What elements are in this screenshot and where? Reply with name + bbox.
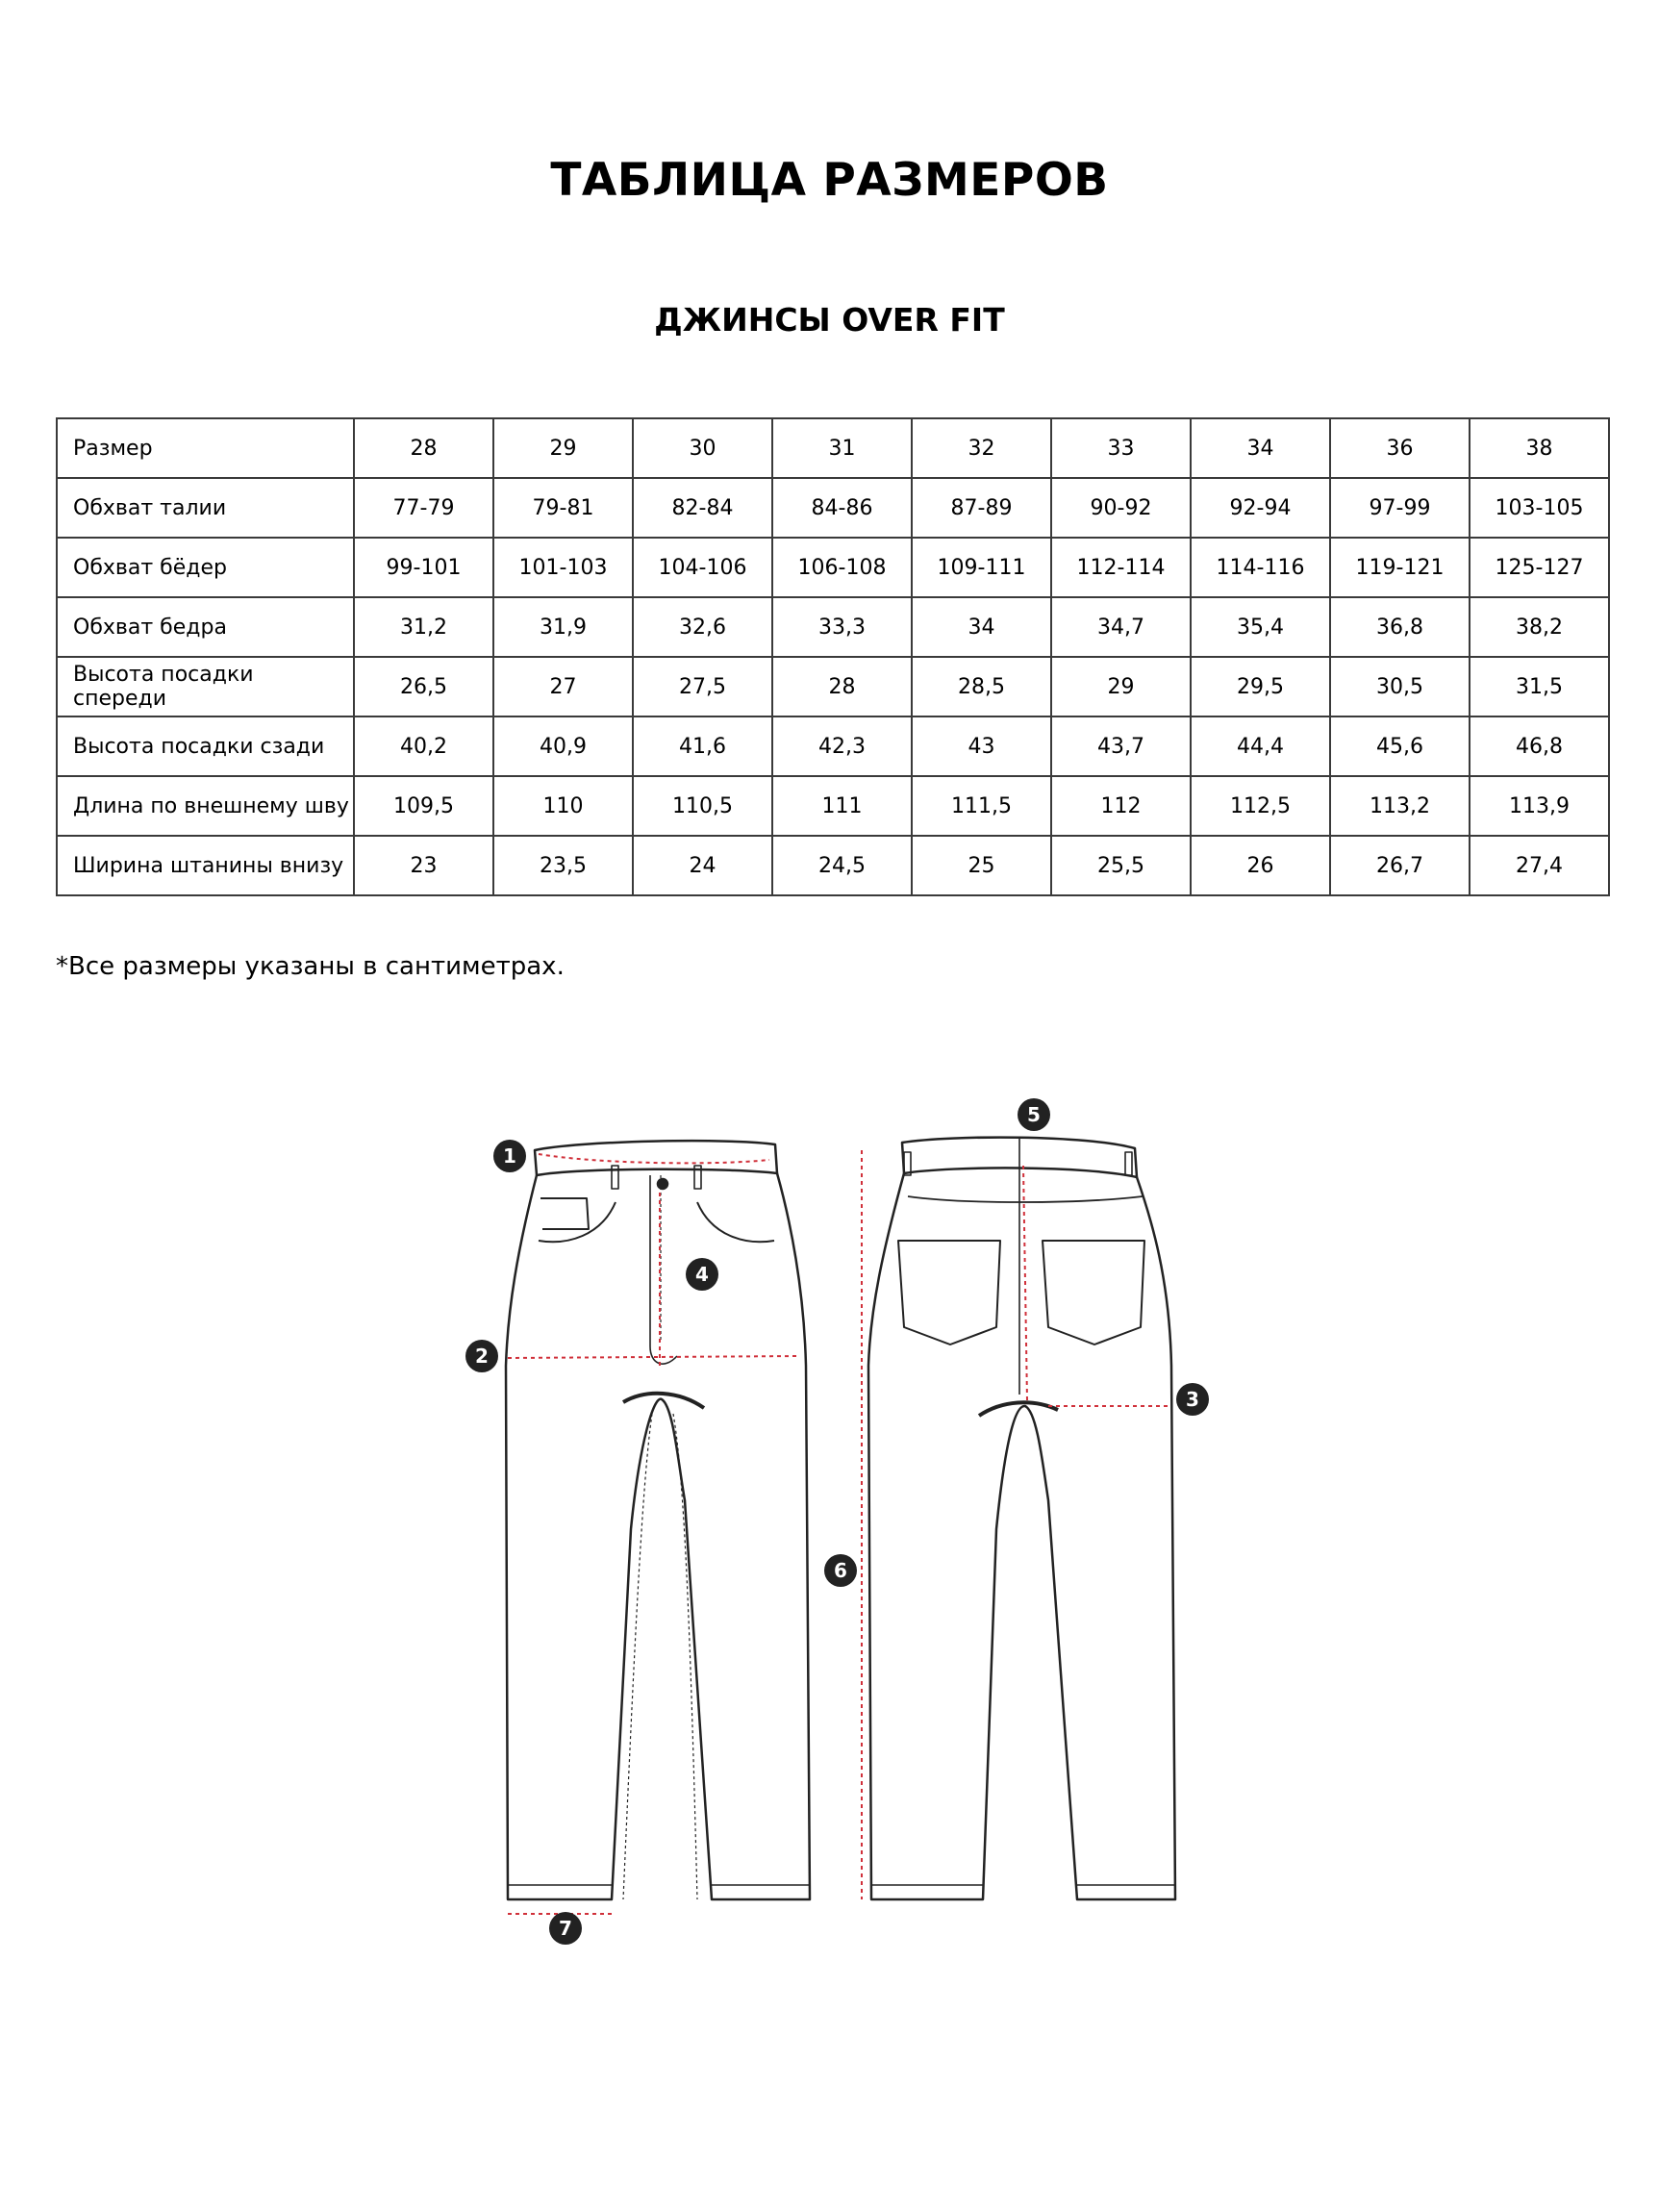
table-cell: 38,2 xyxy=(1470,597,1609,657)
table-cell: 31 xyxy=(772,418,912,478)
row-label: Высота посадки спереди xyxy=(57,657,354,716)
table-cell: 42,3 xyxy=(772,716,912,776)
table-cell: 33,3 xyxy=(772,597,912,657)
table-cell: 112 xyxy=(1051,776,1191,836)
marker-7: 7 xyxy=(549,1912,582,1945)
table-row xyxy=(57,836,1609,895)
row-label: Обхват бедра xyxy=(57,597,354,657)
table-cell: 87-89 xyxy=(912,478,1051,538)
table-cell: 125-127 xyxy=(1470,538,1609,597)
table-cell: 28 xyxy=(354,418,493,478)
table-cell: 112,5 xyxy=(1191,776,1330,836)
table-cell: 31,2 xyxy=(354,597,493,657)
table-cell: 36 xyxy=(1330,418,1470,478)
table-cell: 110 xyxy=(493,776,633,836)
table-cell: 32,6 xyxy=(633,597,772,657)
table-cell: 84-86 xyxy=(772,478,912,538)
table-cell: 92-94 xyxy=(1191,478,1330,538)
table-cell: 40,9 xyxy=(493,716,633,776)
table-cell: 112-114 xyxy=(1051,538,1191,597)
table-cell: 109-111 xyxy=(912,538,1051,597)
table-cell: 101-103 xyxy=(493,538,633,597)
table-cell: 82-84 xyxy=(633,478,772,538)
table-row xyxy=(57,657,1609,716)
table-cell: 29 xyxy=(1051,657,1191,716)
row-label: Обхват бёдер xyxy=(57,538,354,597)
marker-5: 5 xyxy=(1018,1098,1050,1131)
table-cell: 35,4 xyxy=(1191,597,1330,657)
table-cell: 28,5 xyxy=(912,657,1051,716)
marker-1: 1 xyxy=(493,1140,526,1172)
table-cell: 28 xyxy=(772,657,912,716)
table-cell: 45,6 xyxy=(1330,716,1470,776)
row-label: Размер xyxy=(57,418,354,478)
table-cell: 111 xyxy=(772,776,912,836)
table-cell: 103-105 xyxy=(1470,478,1609,538)
table-cell: 26,7 xyxy=(1330,836,1470,895)
table-cell: 40,2 xyxy=(354,716,493,776)
table-cell: 24 xyxy=(633,836,772,895)
table-cell: 23,5 xyxy=(493,836,633,895)
table-cell: 113,9 xyxy=(1470,776,1609,836)
table-cell: 43,7 xyxy=(1051,716,1191,776)
table-cell: 46,8 xyxy=(1470,716,1609,776)
row-label: Обхват талии xyxy=(57,478,354,538)
table-cell: 27,4 xyxy=(1470,836,1609,895)
units-note: *Все размеры указаны в сантиметрах. xyxy=(56,952,565,981)
table-row xyxy=(57,418,1609,478)
marker-2: 2 xyxy=(465,1340,498,1372)
table-cell: 44,4 xyxy=(1191,716,1330,776)
page-title: ТАБЛИЦА РАЗМЕРОВ xyxy=(550,154,1109,207)
table-cell: 38 xyxy=(1470,418,1609,478)
measurement-lines xyxy=(508,1150,1171,1914)
table-cell: 27,5 xyxy=(633,657,772,716)
table-row xyxy=(57,538,1609,597)
table-cell: 23 xyxy=(354,836,493,895)
product-subtitle: ДЖИНСЫ OVER FIT xyxy=(654,301,1005,339)
table-cell: 36,8 xyxy=(1330,597,1470,657)
marker-3: 3 xyxy=(1176,1383,1209,1416)
table-row xyxy=(57,597,1609,657)
marker-6: 6 xyxy=(824,1554,857,1587)
table-cell: 97-99 xyxy=(1330,478,1470,538)
table-cell: 31,9 xyxy=(493,597,633,657)
table-cell: 34 xyxy=(912,597,1051,657)
table-row xyxy=(57,716,1609,776)
table-cell: 30,5 xyxy=(1330,657,1470,716)
table-cell: 90-92 xyxy=(1051,478,1191,538)
table-cell: 24,5 xyxy=(772,836,912,895)
jeans-front-illustration xyxy=(506,1141,810,1899)
table-cell: 29,5 xyxy=(1191,657,1330,716)
table-cell: 99-101 xyxy=(354,538,493,597)
table-cell: 104-106 xyxy=(633,538,772,597)
table-row xyxy=(57,776,1609,836)
row-label: Высота посадки сзади xyxy=(57,716,354,776)
table-cell: 110,5 xyxy=(633,776,772,836)
table-cell: 26 xyxy=(1191,836,1330,895)
table-cell: 41,6 xyxy=(633,716,772,776)
size-table xyxy=(56,417,1610,896)
table-cell: 109,5 xyxy=(354,776,493,836)
table-cell: 114-116 xyxy=(1191,538,1330,597)
table-cell: 25 xyxy=(912,836,1051,895)
row-label: Длина по внешнему шву xyxy=(57,776,354,836)
table-cell: 30 xyxy=(633,418,772,478)
table-cell: 32 xyxy=(912,418,1051,478)
table-cell: 27 xyxy=(493,657,633,716)
table-cell: 26,5 xyxy=(354,657,493,716)
table-cell: 106-108 xyxy=(772,538,912,597)
table-cell: 43 xyxy=(912,716,1051,776)
table-cell: 77-79 xyxy=(354,478,493,538)
table-cell: 29 xyxy=(493,418,633,478)
table-cell: 34,7 xyxy=(1051,597,1191,657)
table-cell: 34 xyxy=(1191,418,1330,478)
row-label: Ширина штанины внизу xyxy=(57,836,354,895)
table-row xyxy=(57,478,1609,538)
jeans-back-illustration xyxy=(868,1137,1175,1899)
table-cell: 113,2 xyxy=(1330,776,1470,836)
table-cell: 25,5 xyxy=(1051,836,1191,895)
table-cell: 119-121 xyxy=(1330,538,1470,597)
table-cell: 31,5 xyxy=(1470,657,1609,716)
table-cell: 33 xyxy=(1051,418,1191,478)
table-cell: 111,5 xyxy=(912,776,1051,836)
table-cell: 79-81 xyxy=(493,478,633,538)
jeans-measurement-diagram xyxy=(452,1087,1221,1952)
marker-4: 4 xyxy=(686,1258,718,1291)
